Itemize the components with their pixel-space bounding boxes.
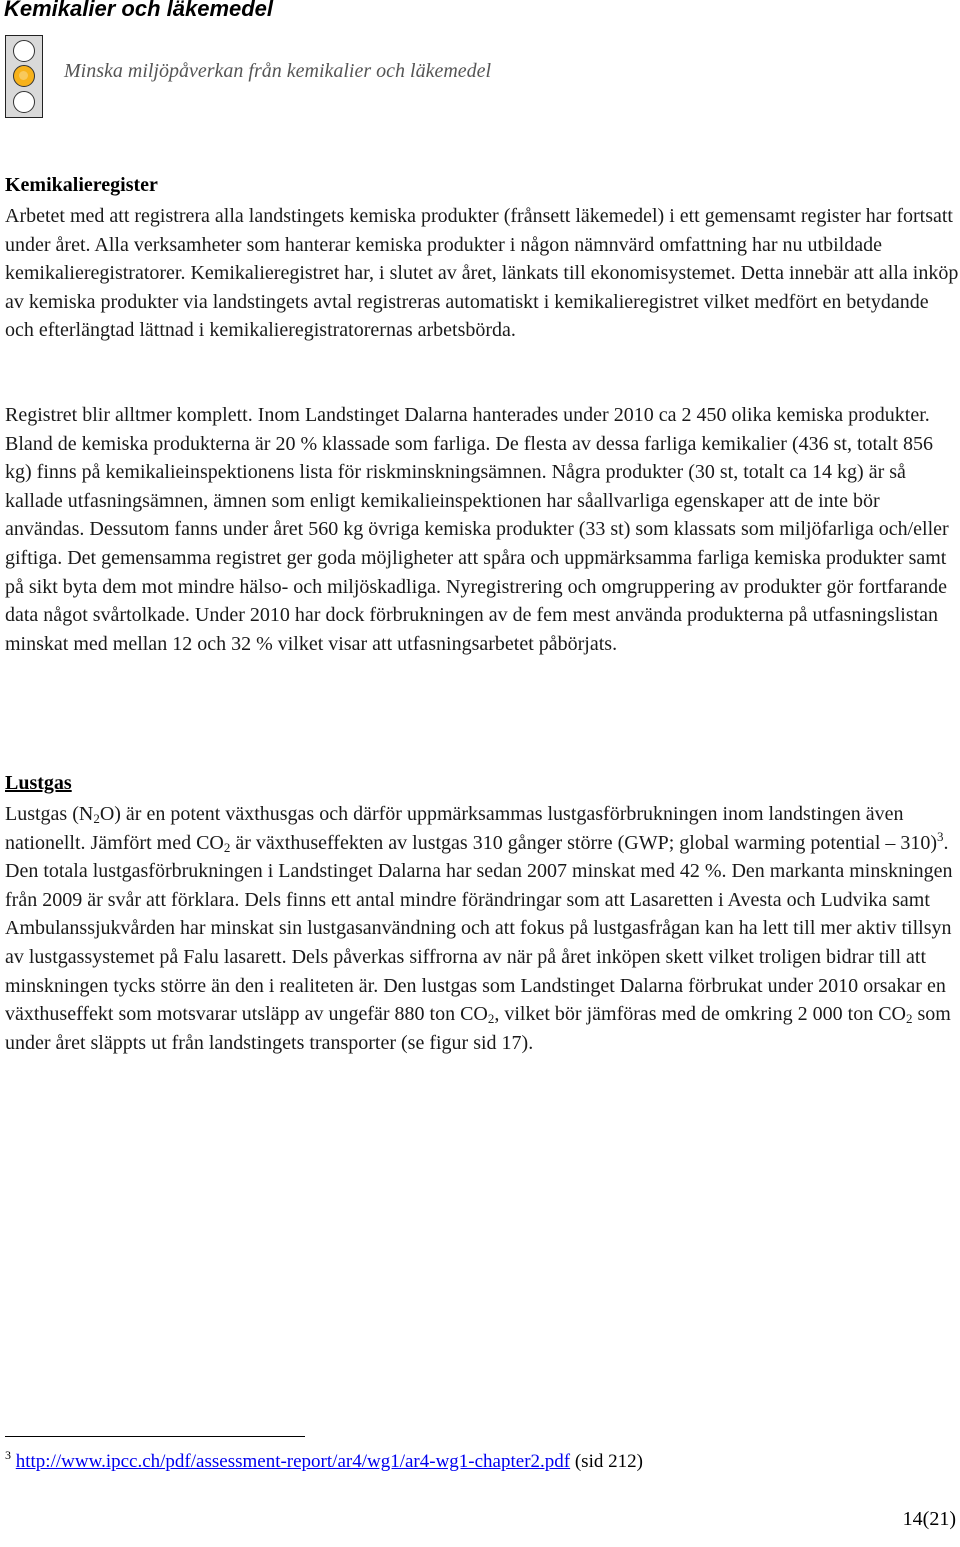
page-number: 14(21) (902, 1508, 956, 1530)
paragraph-kemikalieregister-2: Registret blir alltmer komplett. Inom Landstinget Dalarna hanterades under 2010 ca 2 450 olika kemiska produkter. Bland de kemiska produkterna är 20 % klassade som farliga. De flesta av dessa farliga kemikalier (436 st, totalt 856 kg) finns på kemikalieinspektionens lista för riskminskningsämnen. Några produkter (30 st, totalt ca 14 kg) är så kallade utfasningsämnen, ämnen som enligt kemikalieinspektionen har såallvarliga egenskaper att de inte bör användas. Dessutom fanns under året 560 kg övriga kemiska produkter (33 st) som klassats som miljöfarliga och/eller giftiga. Det gemensamma registret ger goda möjligheter att spåra och uppmärksamma farliga kemiska produkter samt på sikt byta dem mot mindre hälso- och miljöskadliga. Nyregistrering och omgruppering av produkter gör fortfarande data något svårtolkade. Under 2010 har dock förbrukningen av de fem mest använda produkterna på utfasningslistan minskat med mellan 12 och 32 % vilket visar att utfasningsarbetet påbörjats. (5, 404, 949, 655)
paragraph-kemikalieregister-1: Arbetet med att registrera alla landstingets kemiska produkter (frånsett läkemedel) i ett gemensamt register har fortsatt under året. Alla verksamheter som hanterar kemiska produkter i någon nämnvärd omfattning har nu utbildade kemikalieregistratorer. Kemikalieregistret har, i slutet av året, länkats till ekonomisystemet. Detta innebär att alla inköp av kemiska produkter via landstingets avtal registreras automatiskt i kemikalieregistret vilket medfört en betydande och efterlängtad lättnad i kemikalieregistratorernas arbetsbörda. (5, 205, 959, 342)
footnote-divider (5, 1436, 305, 1437)
subscript-2: 2 (487, 1011, 495, 1027)
footnote-link[interactable]: http://www.ipcc.ch/pdf/assessment-report/ar4/wg1/ar4-wg1-chapter2.pdf (15, 1451, 571, 1472)
traffic-light-indicator (5, 35, 43, 118)
paragraph-lustgas: Lustgas $(N_2O)$ är en potent växthusgas och därför uppmärksammas lustgasförbrukningen inom landstingen även nationellt. Jämfört med $CO_2$ är växthuseffekten av lustgas 310 gånger större (GWP; global warming potential – 310)$^3$. Den totala lustgasförbrukningen i Landstinget Dalarna har sedan 2007 minskat med 42 %. Den markanta minskningen från 2009 är svår att förklara. Dels finns ett antal mindre förändringar som att Lasaretten i Avesta och Ludvika samt Ambulanssjukvården har minskat sin lustgasanvändning och att fokus på lustgasfrågan kan ha lett till mer aktiv tillsyn av lustgassystemet på Falu lasarett. Dels påverkas siffrorna av när på året inköpen skett vilket troligen bidrar till att minskningen tycks större än den i realiteten är. Den lustgas som Landstinget Dalarna förbrukat under 2010 orsakar en växthuseffekt som motsvarar utsläpp av ungefär 880 ton $CO_2$, vilket bör jämföras med de omkring 2 000 ton $CO_2$ som under året släppts ut från landstingets transporter (se figur sid 17). (5, 803, 953, 1054)
traffic-light-yellow-lamp (13, 65, 35, 87)
page-title: Kemikalier och läkemedel (4, 0, 274, 21)
traffic-light-top-lamp (13, 40, 35, 62)
traffic-light-bottom-lamp (13, 91, 35, 113)
footnote-suffix: (sid 212) (570, 1451, 643, 1472)
subscript-2: 2 (93, 811, 100, 826)
subscript-2: 2 (223, 839, 231, 855)
footnote-mark: 3 (5, 1448, 11, 1462)
subscript-2: 2 (905, 1011, 913, 1027)
heading-kemikalieregister: Kemikalieregister (5, 174, 158, 196)
heading-lustgas: Lustgas (5, 772, 72, 794)
footnote-reference: 3 (937, 828, 944, 844)
environmental-goal: Minska miljöpåverkan från kemikalier och läkemedel (64, 60, 492, 82)
footnote (5, 1448, 643, 1473)
